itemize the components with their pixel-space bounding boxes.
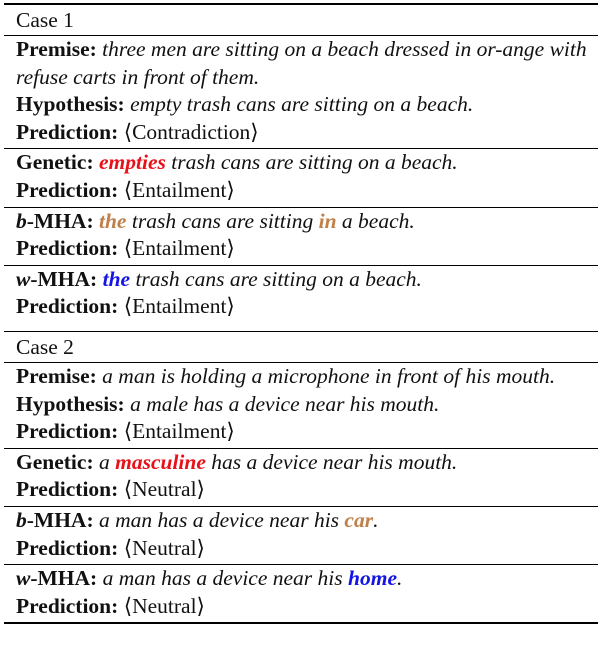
adversarial-examples-table xyxy=(4,3,598,624)
prediction-label: Prediction: xyxy=(16,119,119,144)
b-mha-post: . xyxy=(373,507,379,532)
w-mha-label-prefix: w xyxy=(16,266,31,291)
case-1-original xyxy=(4,36,598,148)
w-mha-substituted-word: home xyxy=(348,566,397,591)
premise-text: a man is holding a microphone in front of his mouth. xyxy=(102,363,556,388)
case-2-title: Case 2 xyxy=(16,334,74,359)
b-mha-label-suffix: -MHA: xyxy=(26,507,94,532)
case-2-hypothesis-row xyxy=(16,391,592,419)
b-mha-post: a beach. xyxy=(336,208,415,233)
case-1-title: Case 1 xyxy=(16,8,74,32)
genetic-prediction-row xyxy=(16,177,592,205)
w-mha-prediction-row xyxy=(16,293,592,321)
table-bottom-rule xyxy=(4,622,598,624)
genetic-prediction-row xyxy=(16,476,592,504)
premise-label: Premise: xyxy=(16,363,97,388)
w-mha-post: trash cans are sitting on a beach. xyxy=(130,266,422,291)
prediction-label: Prediction: xyxy=(16,294,119,319)
case-2-prediction-row xyxy=(16,418,592,446)
genetic-label: Genetic: xyxy=(16,449,94,474)
premise-label: Premise: xyxy=(16,37,97,61)
hypothesis-text: a male has a device near his mouth. xyxy=(130,391,440,416)
b-mha-substituted-word: in xyxy=(318,208,337,233)
b-mha-label-prefix: b xyxy=(16,507,27,532)
hypothesis-text: empty trash cans are sitting on a beach. xyxy=(130,92,474,117)
b-mha-row xyxy=(16,208,592,236)
w-mha-pre: a man has a device near his xyxy=(102,566,349,591)
prediction-label: Prediction: xyxy=(16,419,119,444)
prediction-value: ⟨Neutral⟩ xyxy=(123,535,205,560)
case-2-genetic xyxy=(4,449,598,506)
genetic-label: Genetic: xyxy=(16,150,94,175)
b-mha-substituted-word: car xyxy=(344,507,374,532)
w-mha-label-suffix: -MHA: xyxy=(30,266,98,291)
prediction-value: ⟨Entailment⟩ xyxy=(123,294,235,319)
w-mha-substituted-word: the xyxy=(102,266,131,291)
case-2-premise-row xyxy=(16,363,592,391)
case-2-original xyxy=(4,363,598,448)
w-mha-row xyxy=(16,565,592,593)
b-mha-prediction-row xyxy=(16,235,592,263)
genetic-post: trash cans are sitting on a beach. xyxy=(165,150,458,175)
w-mha-label-prefix: w xyxy=(16,566,31,591)
w-mha-post: . xyxy=(397,566,403,591)
case-1-prediction-row xyxy=(16,119,592,147)
prediction-value: ⟨Neutral⟩ xyxy=(123,593,205,618)
w-mha-prediction-row xyxy=(16,593,592,621)
case-1-b-mha xyxy=(4,208,598,265)
prediction-value: ⟨Contradiction⟩ xyxy=(123,119,259,144)
case-1-genetic xyxy=(4,149,598,206)
b-mha-prediction-row xyxy=(16,535,592,563)
b-mha-label-prefix: b xyxy=(16,208,27,233)
genetic-pre: a xyxy=(98,449,116,474)
genetic-row xyxy=(16,449,592,477)
w-mha-label-suffix: -MHA: xyxy=(30,566,98,591)
prediction-value: ⟨Entailment⟩ xyxy=(123,177,235,202)
case-1-premise-row xyxy=(16,36,592,91)
prediction-value: ⟨Entailment⟩ xyxy=(123,419,235,444)
prediction-label: Prediction: xyxy=(16,236,119,261)
prediction-value: ⟨Entailment⟩ xyxy=(123,236,235,261)
b-mha-label-suffix: -MHA: xyxy=(26,208,94,233)
prediction-label: Prediction: xyxy=(16,535,119,560)
case-1-w-mha xyxy=(4,266,598,323)
w-mha-row xyxy=(16,266,592,294)
b-mha-mid: trash cans are sitting xyxy=(126,208,319,233)
hypothesis-label: Hypothesis: xyxy=(16,92,125,117)
genetic-substituted-word: empties xyxy=(98,150,166,175)
genetic-substituted-word: masculine xyxy=(115,449,206,474)
b-mha-row xyxy=(16,507,592,535)
hypothesis-label: Hypothesis: xyxy=(16,391,125,416)
genetic-post: has a device near his mouth. xyxy=(205,449,458,474)
genetic-row xyxy=(16,149,592,177)
prediction-label: Prediction: xyxy=(16,477,119,502)
case-2-w-mha xyxy=(4,565,598,622)
b-mha-substituted-word: the xyxy=(99,208,127,233)
prediction-label: Prediction: xyxy=(16,177,119,202)
case-2-b-mha xyxy=(4,507,598,564)
premise-text: three men are sitting on a beach dressed in or-ange with refuse carts in front of them. xyxy=(16,37,587,89)
case-1-hypothesis-row xyxy=(16,91,592,119)
prediction-value: ⟨Neutral⟩ xyxy=(123,477,205,502)
prediction-label: Prediction: xyxy=(16,593,119,618)
b-mha-pre: a man has a device near his xyxy=(99,507,345,532)
